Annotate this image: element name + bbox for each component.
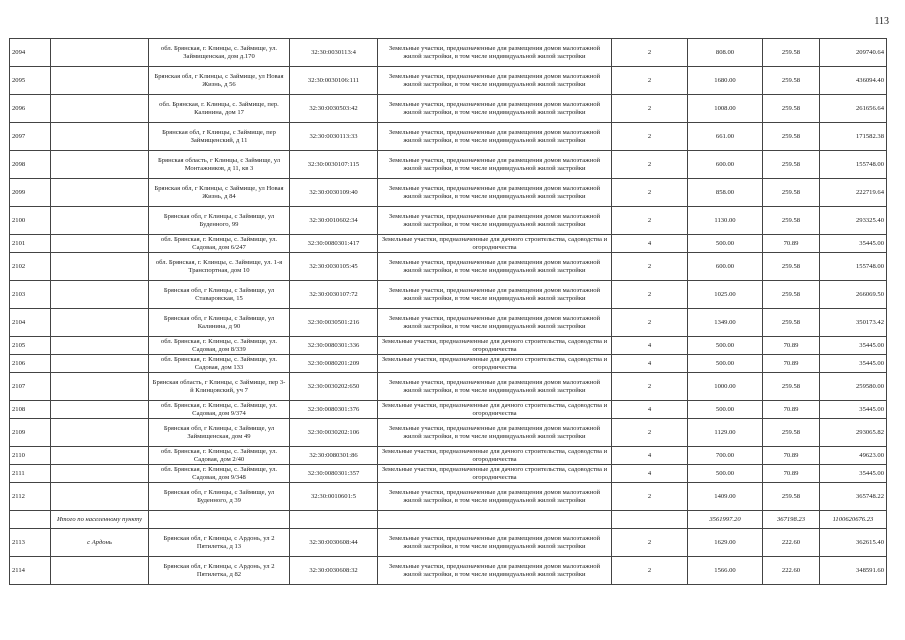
cadastral-number-cell: 32:30:0030202:650	[290, 373, 378, 401]
settlement-cell	[51, 309, 149, 337]
table-row	[10, 207, 887, 235]
unit-value-cell: 259.58	[763, 95, 820, 123]
cadastral-value-cell: 293065.82	[820, 419, 887, 447]
address-cell: обл. Брянская, г. Клинцы, с. Займище, пер. Калинина, дом 17	[149, 95, 290, 123]
land-use-cell: Земельные участки, предназначенные для размещения домов малоэтажной жилой застройки, в том числе индивидуальной жилой застройки	[378, 39, 612, 67]
row-number-cell: 2106	[10, 355, 51, 373]
land-use-cell: Земельные участки, предназначенные для размещения домов малоэтажной жилой застройки, в том числе индивидуальной жилой застройки	[378, 67, 612, 95]
settlement-cell	[51, 419, 149, 447]
cadastral-number-cell: 32:30:0010601:5	[290, 483, 378, 511]
group-code-cell: 2	[612, 179, 688, 207]
cadastral-value-cell: 436094.40	[820, 67, 887, 95]
area-cell: 1000.00	[688, 373, 763, 401]
settlement-cell	[51, 151, 149, 179]
land-use-cell: Земельные участки, предназначенные для размещения домов малоэтажной жилой застройки, в том числе индивидуальной жилой застройки	[378, 123, 612, 151]
area-cell: 1409.00	[688, 483, 763, 511]
row-number-cell: 2112	[10, 483, 51, 511]
address-cell: обл. Брянская, г. Клинцы, с. Займище, ул. Садовая, дом 9/348	[149, 465, 290, 483]
land-use-cell: Земельные участки, предназначенные для размещения домов малоэтажной жилой застройки, в том числе индивидуальной жилой застройки	[378, 529, 612, 557]
table-row	[10, 253, 887, 281]
address-cell: Брянская обл, г Клинцы, с Займище, ул Буденного, д 39	[149, 483, 290, 511]
row-number-cell: 2100	[10, 207, 51, 235]
address-cell: обл. Брянская, г. Клинцы, с. Займище, ул. Садовая, дом 2/40	[149, 447, 290, 465]
cadastral-value-cell: 35445.00	[820, 401, 887, 419]
table-row	[10, 123, 887, 151]
table-row	[10, 281, 887, 309]
row-number-cell: 2094	[10, 39, 51, 67]
row-number-cell: 2095	[10, 67, 51, 95]
group-code-cell: 2	[612, 67, 688, 95]
unit-value-cell: 259.58	[763, 179, 820, 207]
row-number-cell: 2096	[10, 95, 51, 123]
area-cell: 500.00	[688, 401, 763, 419]
table-row	[10, 557, 887, 585]
group-code-cell: 2	[612, 529, 688, 557]
settlement-cell	[51, 123, 149, 151]
address-cell: Брянская обл, г Клинцы, с Займище, ул Новая Жизнь, д 56	[149, 67, 290, 95]
row-number-cell: 2099	[10, 179, 51, 207]
group-code-cell: 2	[612, 557, 688, 585]
unit-value-cell: 259.58	[763, 151, 820, 179]
cadastral-value-cell: 155748.00	[820, 253, 887, 281]
land-use-cell: Земельные участки, предназначенные для дачного строительства, садоводства и огородничества	[378, 401, 612, 419]
cadastral-number-cell: 32:30:0080301:376	[290, 401, 378, 419]
address-cell: обл. Брянская, г. Клинцы, с. Займище, ул. Садовая, дом 6/247	[149, 235, 290, 253]
address-cell: обл. Брянская, г. Клинцы, с. Займище, ул. 1-я Транспортная, дом 10	[149, 253, 290, 281]
table-row	[10, 39, 887, 67]
settlement-cell	[51, 253, 149, 281]
unit-value-cell: 259.58	[763, 207, 820, 235]
group-code-cell: 4	[612, 401, 688, 419]
row-number-cell: 2102	[10, 253, 51, 281]
settlement-cell	[51, 483, 149, 511]
settlement-cell	[51, 95, 149, 123]
cadastral-number-cell: 32:30:0030202:106	[290, 419, 378, 447]
address-cell: обл. Брянская, г. Клинцы, с. Займище, ул. Садовая, дом 133	[149, 355, 290, 373]
table-row	[10, 235, 887, 253]
group-code-cell: 2	[612, 483, 688, 511]
settlement-cell	[51, 401, 149, 419]
address-cell: обл. Брянская, г. Клинцы, с. Займище, ул. Садовая, дом 9/374	[149, 401, 290, 419]
subtotal-label-cell: Итого по населенному пункту	[51, 511, 149, 529]
unit-value-cell: 259.58	[763, 419, 820, 447]
cadastral-value-cell: 362615.40	[820, 529, 887, 557]
table-row	[10, 337, 887, 355]
land-use-cell: Земельные участки, предназначенные для дачного строительства, садоводства и огородничества	[378, 465, 612, 483]
area-cell: 661.00	[688, 123, 763, 151]
row-number-cell: 2109	[10, 419, 51, 447]
settlement-cell	[51, 67, 149, 95]
row-number-cell: 2098	[10, 151, 51, 179]
land-use-cell: Земельные участки, предназначенные для размещения домов малоэтажной жилой застройки, в том числе индивидуальной жилой застройки	[378, 309, 612, 337]
group-code-cell: 2	[612, 419, 688, 447]
land-use-cell: Земельные участки, предназначенные для размещения домов малоэтажной жилой застройки, в том числе индивидуальной жилой застройки	[378, 419, 612, 447]
table-row	[10, 529, 887, 557]
group-code-cell: 4	[612, 355, 688, 373]
cadastral-value-cell: 350173.42	[820, 309, 887, 337]
area-cell: 500.00	[688, 355, 763, 373]
cadastral-value-cell: 171582.38	[820, 123, 887, 151]
unit-value-cell: 259.58	[763, 373, 820, 401]
cadastral-value-cell: 35445.00	[820, 355, 887, 373]
land-use-cell: Земельные участки, предназначенные для дачного строительства, садоводства и огородничества	[378, 235, 612, 253]
cadastral-value-cell: 348591.60	[820, 557, 887, 585]
land-use-cell: Земельные участки, предназначенные для размещения домов малоэтажной жилой застройки, в том числе индивидуальной жилой застройки	[378, 207, 612, 235]
land-use-cell: Земельные участки, предназначенные для размещения домов малоэтажной жилой застройки, в том числе индивидуальной жилой застройки	[378, 281, 612, 309]
table-row	[10, 179, 887, 207]
table-row	[10, 419, 887, 447]
address-cell: Брянская обл, г Клинцы, с Займище, ул Новая Жизнь, д 84	[149, 179, 290, 207]
area-cell: 600.00	[688, 253, 763, 281]
subtotal-price-cell: 367198.23	[763, 511, 820, 529]
land-use-cell: Земельные участки, предназначенные для размещения домов малоэтажной жилой застройки, в том числе индивидуальной жилой застройки	[378, 253, 612, 281]
cadastral-number-cell: 32:30:0030113:33	[290, 123, 378, 151]
cadastral-value-cell: 35445.00	[820, 465, 887, 483]
subtotal-area-cell: 3561997.20	[688, 511, 763, 529]
area-cell: 858.00	[688, 179, 763, 207]
settlement-cell	[51, 355, 149, 373]
row-number-cell: 2114	[10, 557, 51, 585]
address-cell: Брянская обл, г Клинцы, с Ардонь, ул 2 Пятилетка, д 82	[149, 557, 290, 585]
area-cell: 700.00	[688, 447, 763, 465]
unit-value-cell: 70.89	[763, 447, 820, 465]
cadastral-value-cell: 49623.00	[820, 447, 887, 465]
cadastral-number-cell: 32:30:0030109:40	[290, 179, 378, 207]
settlement-cell	[51, 207, 149, 235]
settlement-cell	[51, 281, 149, 309]
cadastral-number-cell: 32:30:0030503:42	[290, 95, 378, 123]
area-cell: 1130.00	[688, 207, 763, 235]
row-number-cell: 2101	[10, 235, 51, 253]
cadastral-number-cell: 32:30:0030106:111	[290, 67, 378, 95]
cadastral-value-cell: 222719.64	[820, 179, 887, 207]
area-cell: 500.00	[688, 465, 763, 483]
unit-value-cell: 259.58	[763, 39, 820, 67]
cadastral-number-cell: 32:30:0080301:357	[290, 465, 378, 483]
table-row	[10, 151, 887, 179]
group-code-cell: 2	[612, 309, 688, 337]
subtotal-empty-cell	[290, 511, 378, 529]
address-cell: Брянская обл, г Клинцы, с Займище, пер Займищенский, д 11	[149, 123, 290, 151]
area-cell: 600.00	[688, 151, 763, 179]
area-cell: 1349.00	[688, 309, 763, 337]
subtotal-empty-cell	[10, 511, 51, 529]
table-row	[10, 373, 887, 401]
cadastral-number-cell: 32:30:0030107:115	[290, 151, 378, 179]
cadastral-number-cell: 32:30:0010602:34	[290, 207, 378, 235]
table-row	[10, 465, 887, 483]
unit-value-cell: 259.58	[763, 483, 820, 511]
cadastral-value-cell: 35445.00	[820, 337, 887, 355]
row-number-cell: 2110	[10, 447, 51, 465]
land-use-cell: Земельные участки, предназначенные для дачного строительства, садоводства и огородничества	[378, 447, 612, 465]
cadastral-value-cell: 35445.00	[820, 235, 887, 253]
table-row	[10, 309, 887, 337]
address-cell: Брянская обл, г Клинцы, с Ардонь, ул 2 Пятилетка, д 13	[149, 529, 290, 557]
cadastral-number-cell: 32:30:0030107:72	[290, 281, 378, 309]
subtotal-empty-cell	[612, 511, 688, 529]
address-cell: Брянская обл, г Клинцы, с Займище, ул Калинина, д 90	[149, 309, 290, 337]
cadastral-value-cell: 266069.50	[820, 281, 887, 309]
settlement-cell	[51, 179, 149, 207]
land-use-cell: Земельные участки, предназначенные для размещения домов малоэтажной жилой застройки, в том числе индивидуальной жилой застройки	[378, 151, 612, 179]
row-number-cell: 2111	[10, 465, 51, 483]
address-cell: Брянская обл, г Клинцы, с Займище, ул Буденного, 99	[149, 207, 290, 235]
unit-value-cell: 259.58	[763, 253, 820, 281]
subtotal-row	[10, 511, 887, 529]
unit-value-cell: 70.89	[763, 465, 820, 483]
land-use-cell: Земельные участки, предназначенные для размещения домов малоэтажной жилой застройки, в том числе индивидуальной жилой застройки	[378, 373, 612, 401]
address-cell: Брянская область, г Клинцы, с Займище, ул Монтажников, д 11, кв 3	[149, 151, 290, 179]
table-row	[10, 355, 887, 373]
address-cell: Брянская обл, г Клинцы, с Займище, ул Займищенская, дом 49	[149, 419, 290, 447]
settlement-cell	[51, 557, 149, 585]
area-cell: 1025.00	[688, 281, 763, 309]
settlement-cell	[51, 465, 149, 483]
row-number-cell: 2108	[10, 401, 51, 419]
area-cell: 500.00	[688, 235, 763, 253]
group-code-cell: 2	[612, 95, 688, 123]
address-cell: обл. Брянская, г. Клинцы, с. Займище, ул. Садовая, дом 8/339	[149, 337, 290, 355]
unit-value-cell: 259.58	[763, 123, 820, 151]
area-cell: 1129.00	[688, 419, 763, 447]
settlement-cell: с Ардонь	[51, 529, 149, 557]
land-use-cell: Земельные участки, предназначенные для размещения домов малоэтажной жилой застройки, в том числе индивидуальной жилой застройки	[378, 483, 612, 511]
land-use-cell: Земельные участки, предназначенные для размещения домов малоэтажной жилой застройки, в том числе индивидуальной жилой застройки	[378, 95, 612, 123]
group-code-cell: 2	[612, 123, 688, 151]
settlement-cell	[51, 39, 149, 67]
subtotal-total-cell: 1100620676.23	[820, 511, 887, 529]
cadastral-number-cell: 32:30:0030105:45	[290, 253, 378, 281]
cadastral-number-cell: 32:30:0080301:336	[290, 337, 378, 355]
group-code-cell: 2	[612, 373, 688, 401]
cadastral-number-cell: 32:30:0080301:417	[290, 235, 378, 253]
unit-value-cell: 70.89	[763, 355, 820, 373]
cadastral-value-cell: 365748.22	[820, 483, 887, 511]
row-number-cell: 2105	[10, 337, 51, 355]
area-cell: 1629.00	[688, 529, 763, 557]
row-number-cell: 2104	[10, 309, 51, 337]
land-use-cell: Земельные участки, предназначенные для размещения домов малоэтажной жилой застройки, в том числе индивидуальной жилой застройки	[378, 557, 612, 585]
subtotal-empty-cell	[378, 511, 612, 529]
settlement-cell	[51, 373, 149, 401]
group-code-cell: 2	[612, 281, 688, 309]
settlement-cell	[51, 337, 149, 355]
page-number: 113	[874, 16, 889, 27]
group-code-cell: 4	[612, 337, 688, 355]
row-number-cell: 2097	[10, 123, 51, 151]
cadastral-value-cell: 259580.00	[820, 373, 887, 401]
area-cell: 1680.00	[688, 67, 763, 95]
cadastral-number-cell: 32:30:0080201:209	[290, 355, 378, 373]
unit-value-cell: 259.58	[763, 309, 820, 337]
row-number-cell: 2113	[10, 529, 51, 557]
unit-value-cell: 70.89	[763, 337, 820, 355]
row-number-cell: 2107	[10, 373, 51, 401]
table-row	[10, 67, 887, 95]
unit-value-cell: 259.58	[763, 281, 820, 309]
area-cell: 1008.00	[688, 95, 763, 123]
cadastral-value-cell: 155748.00	[820, 151, 887, 179]
group-code-cell: 2	[612, 253, 688, 281]
unit-value-cell: 222.60	[763, 529, 820, 557]
settlement-cell	[51, 447, 149, 465]
land-use-cell: Земельные участки, предназначенные для дачного строительства, садоводства и огородничества	[378, 337, 612, 355]
area-cell: 1566.00	[688, 557, 763, 585]
table-row	[10, 483, 887, 511]
subtotal-empty-cell	[149, 511, 290, 529]
group-code-cell: 2	[612, 151, 688, 179]
land-use-cell: Земельные участки, предназначенные для размещения домов малоэтажной жилой застройки, в том числе индивидуальной жилой застройки	[378, 179, 612, 207]
group-code-cell: 4	[612, 235, 688, 253]
land-register-table	[9, 38, 887, 585]
unit-value-cell: 70.89	[763, 401, 820, 419]
table-row	[10, 401, 887, 419]
cadastral-number-cell: 32:30:0030608:32	[290, 557, 378, 585]
cadastral-value-cell: 261656.64	[820, 95, 887, 123]
settlement-cell	[51, 235, 149, 253]
row-number-cell: 2103	[10, 281, 51, 309]
cadastral-number-cell: 32:30:0030501:216	[290, 309, 378, 337]
cadastral-value-cell: 209740.64	[820, 39, 887, 67]
cadastral-number-cell: 32:30:0030608:44	[290, 529, 378, 557]
group-code-cell: 4	[612, 465, 688, 483]
unit-value-cell: 222.60	[763, 557, 820, 585]
group-code-cell: 4	[612, 447, 688, 465]
cadastral-number-cell: 32:30:0030113:4	[290, 39, 378, 67]
address-cell: обл. Брянская, г. Клинцы, с. Займище, ул. Займищенская, дом д.170	[149, 39, 290, 67]
cadastral-number-cell: 32:30:0080301:86	[290, 447, 378, 465]
group-code-cell: 2	[612, 207, 688, 235]
unit-value-cell: 70.89	[763, 235, 820, 253]
group-code-cell: 2	[612, 39, 688, 67]
unit-value-cell: 259.58	[763, 67, 820, 95]
land-use-cell: Земельные участки, предназначенные для дачного строительства, садоводства и огородничества	[378, 355, 612, 373]
address-cell: Брянская область, г Клинцы, с Займище, пер 3-й Клинцовский, уч 7	[149, 373, 290, 401]
table-row	[10, 95, 887, 123]
table-row	[10, 447, 887, 465]
area-cell: 808.00	[688, 39, 763, 67]
cadastral-value-cell: 293325.40	[820, 207, 887, 235]
address-cell: Брянская обл, г Клинцы, с Займище, ул Ставаровская, 15	[149, 281, 290, 309]
area-cell: 500.00	[688, 337, 763, 355]
